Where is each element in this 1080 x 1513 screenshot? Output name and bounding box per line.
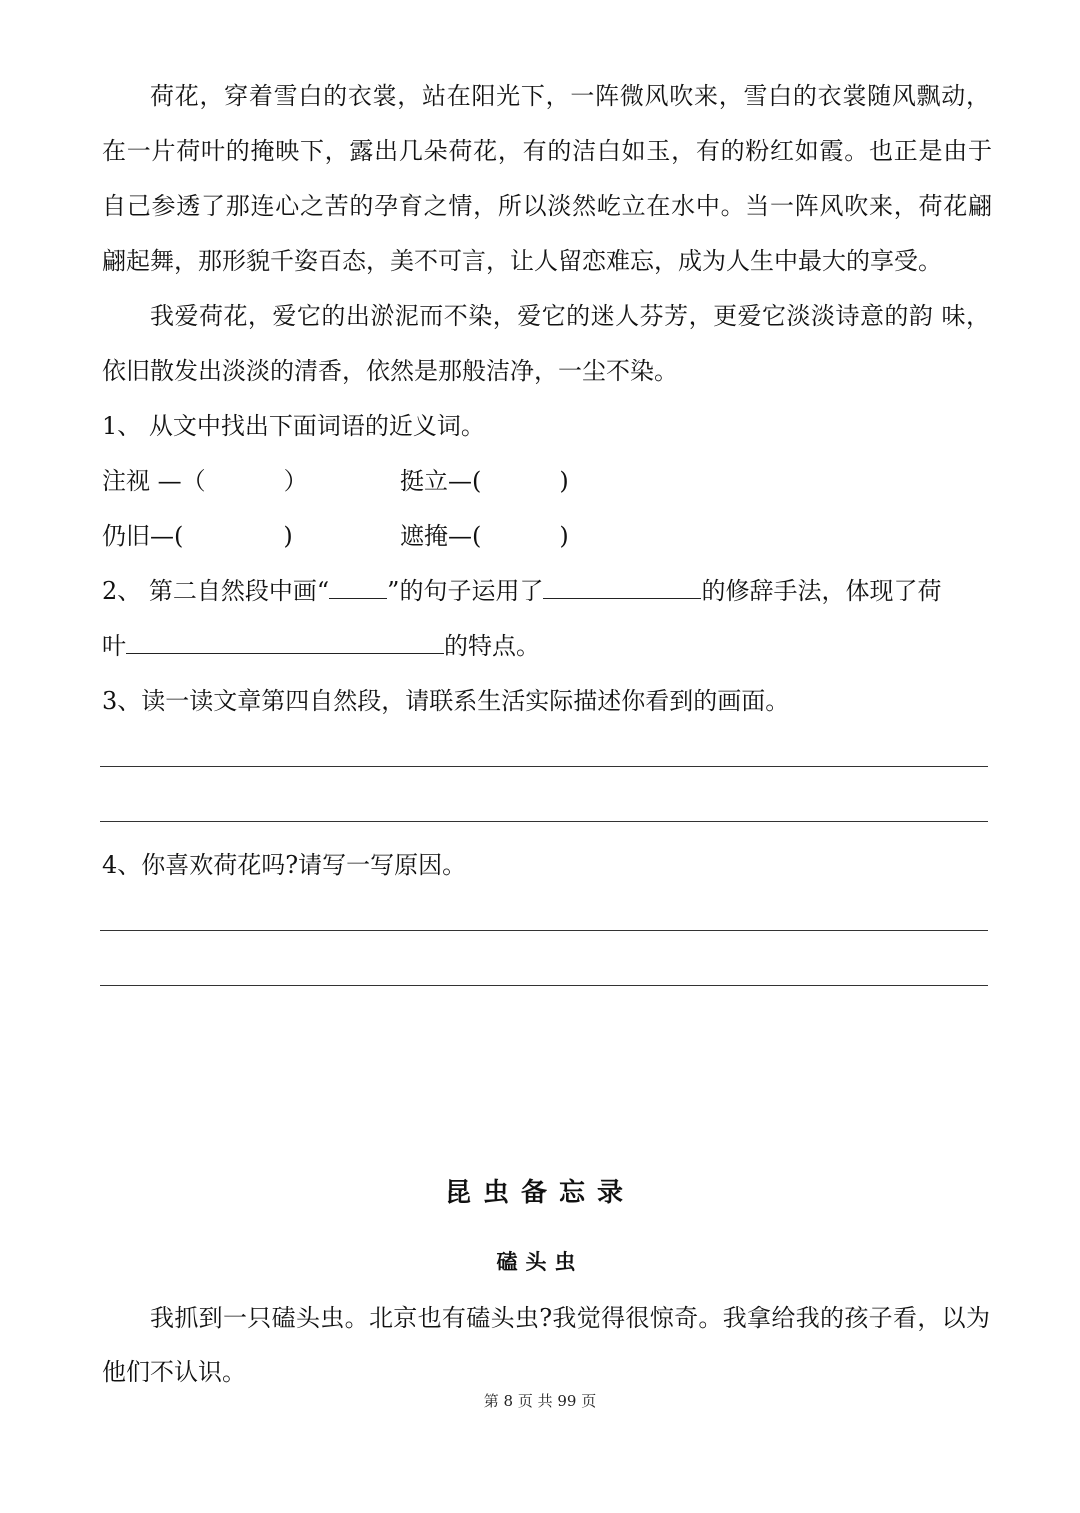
question-3-title: 3、读一读文章第四自然段，请联系生活实际描述你看到的画面。: [102, 687, 790, 715]
synonym-item: 遮掩—( ): [400, 522, 569, 550]
section-subtitle: 磕头虫: [496, 1249, 584, 1274]
synonym-word: 仍旧—(: [102, 522, 184, 550]
answer-line[interactable]: [100, 930, 988, 931]
page-number: 第 8 页 共 99 页: [483, 1392, 597, 1410]
section-title: 昆虫备忘录: [444, 1178, 635, 1208]
answer-line[interactable]: [100, 985, 988, 986]
answer-blank[interactable]: [329, 576, 387, 599]
synonym-item: 注视 —（ ）: [102, 467, 308, 495]
passage-line: 翩起舞，那形貌千姿百态，美不可言，让人留恋难忘，成为人生中最大的享受。: [102, 247, 942, 275]
answer-blank[interactable]: [543, 576, 701, 599]
question-2-line-1: 2、 第二自然段中画“ ”的句子运用了 的修辞手法，体现了荷: [102, 577, 942, 605]
synonym-word: 挺立—(: [400, 467, 482, 495]
answer-blank[interactable]: [126, 631, 444, 654]
answer-line[interactable]: [100, 766, 988, 767]
synonym-item: 挺立—( ): [400, 467, 569, 495]
passage-line: 自己参透了那连心之苦的孕育之情，所以淡然屹立在水中。当一阵风吹来，荷花翩: [102, 192, 992, 220]
passage-line: 荷花，穿着雪白的衣裳，站在阳光下，一阵微风吹来，雪白的衣裳随风飘动，: [150, 82, 990, 110]
synonym-item: 仍旧—( ): [102, 522, 293, 550]
section-line: 他们不认识。: [102, 1358, 246, 1386]
answer-line[interactable]: [100, 821, 988, 822]
question-1-title: 1、 从文中找出下面词语的近义词。: [102, 412, 485, 440]
synonym-word: 注视 —（: [102, 467, 206, 495]
passage-line: 依旧散发出淡淡的清香，依然是那般洁净，一尘不染。: [102, 357, 678, 385]
question-2-line-2: 叶 的特点。: [102, 632, 540, 660]
passage-line: 在一片荷叶的掩映下，露出几朵荷花，有的洁白如玉，有的粉红如霞。也正是由于: [102, 137, 992, 165]
synonym-word: 遮掩—(: [400, 522, 482, 550]
section-line: 我抓到一只磕头虫。北京也有磕头虫?我觉得很惊奇。我拿给我的孩子看，以为: [150, 1304, 990, 1332]
question-4-title: 4、你喜欢荷花吗?请写一写原因。: [102, 851, 467, 879]
passage-line: 我爱荷花，爱它的出淤泥而不染，爱它的迷人芬芳，更爱它淡淡诗意的韵 味，: [150, 302, 990, 330]
